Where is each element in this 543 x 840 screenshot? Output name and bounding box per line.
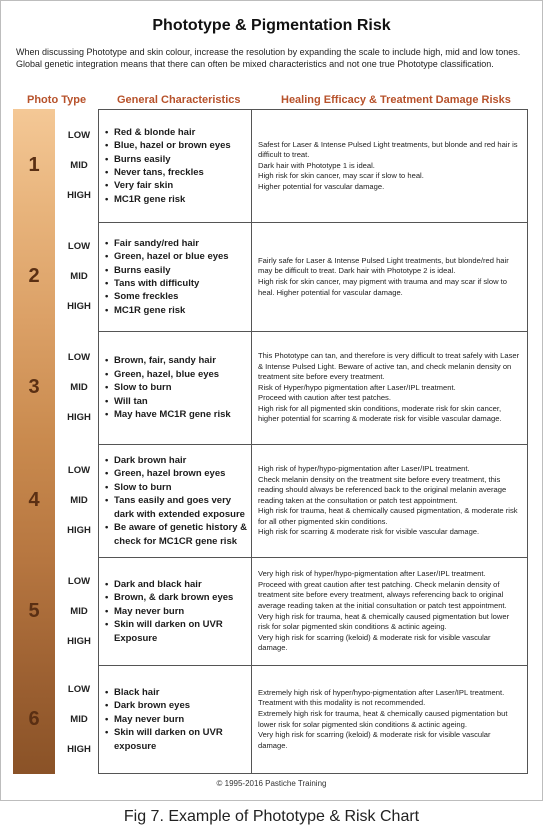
characteristic-item: • Brown, fair, sandy hair — [105, 354, 231, 367]
header-general-characteristics: General Characteristics — [117, 94, 241, 106]
characteristic-item: • Dark and black hair — [105, 578, 251, 591]
page-title: Phototype & Pigmentation Risk — [152, 17, 391, 34]
characteristic-item: • Burns easily — [105, 153, 231, 166]
risk-cell — [252, 558, 527, 665]
tone-level-mid: MID — [70, 160, 88, 171]
characteristic-item: • Green, hazel or blue eyes — [105, 250, 229, 263]
risk-text: Proceed with great caution after test patching. Check melanin density of treatment site before every treatment, always referencing back to original average reading taken at the initial consultation or patch test appointment. — [258, 579, 507, 610]
tone-level-high: HIGH — [67, 301, 91, 312]
risk-text: Proceed with caution after test patches. — [258, 393, 391, 403]
tone-level-high: HIGH — [67, 412, 91, 423]
phototype-row — [98, 222, 528, 332]
characteristic-item: • Dark brown eyes — [105, 699, 251, 712]
phototype-table — [98, 109, 528, 774]
tone-level-high: HIGH — [67, 743, 91, 755]
phototype-row — [98, 665, 528, 774]
characteristic-item: • Red & blonde hair — [105, 126, 231, 139]
tone-level-mid: MID — [70, 605, 88, 617]
intro-paragraph: When discussing Phototype and skin colour, increase the resolution by expanding the scale to include high, mid and low tones. Global genetic integration means that there can often be mixed characteristics and not one true Phototype classification. — [16, 47, 521, 69]
risk-text: High risk for scarring & moderate risk for visible vascular damage. — [258, 527, 480, 537]
characteristic-item: • Some freckles — [105, 290, 229, 303]
tone-level-mid: MID — [70, 713, 88, 725]
risk-text: High risk for trauma, heat & chemically caused pigmentation, & moderate risk for all other pigmented skin conditions. — [258, 506, 518, 526]
tone-level-mid: MID — [70, 495, 88, 506]
risk-text: This Phototype can tan, and therefore is very difficult to treat safely with Laser & Intense Pulsed Light. Beware of active tan, and check melanin density on treatment site before every treatment. — [258, 350, 520, 382]
risk-text: High risk for skin cancer, may scar if slow to heal. — [258, 171, 424, 181]
characteristics-cell — [99, 445, 252, 557]
characteristic-item: • Blue, hazel or brown eyes — [105, 139, 231, 152]
characteristic-item: • Green, hazel brown eyes — [105, 467, 251, 480]
characteristic-item: • Never tans, freckles — [105, 166, 231, 179]
characteristic-item: • Skin will darken on UVR exposure — [105, 726, 251, 753]
risk-text: Dark hair with Phototype 1 is ideal. — [258, 160, 375, 170]
phototype-number: 3 — [28, 376, 40, 398]
tone-level-mid: MID — [70, 271, 88, 282]
risk-text: Very high risk for trauma, heat & chemically caused pigmentation but lower risk for solar pigmented skin conditions & actinic ageing. — [258, 611, 510, 632]
tone-level-high: HIGH — [67, 525, 91, 536]
phototype-number: 5 — [28, 599, 40, 622]
header-photo-type: Photo Type — [27, 94, 87, 106]
risk-cell — [252, 223, 527, 331]
risk-text: Risk of Hyper/hypo pigmentation after Laser/IPL treatment. — [258, 382, 456, 392]
characteristic-item: • Black hair — [105, 686, 251, 699]
characteristic-item: • MC1R gene risk — [105, 193, 231, 206]
phototype-row — [98, 109, 528, 223]
characteristic-item: • Slow to burn — [105, 481, 251, 494]
tone-level-low: LOW — [67, 683, 91, 695]
characteristic-item: • Dark brown hair — [105, 454, 251, 467]
tone-level-high: HIGH — [67, 190, 91, 201]
tone-level-mid: MID — [70, 382, 88, 393]
figure-caption: Fig 7. Example of Phototype & Risk Chart — [123, 808, 420, 825]
characteristic-item: • Burns easily — [105, 264, 229, 277]
skin-tone-scale — [13, 109, 55, 774]
header-healing-efficacy: Healing Efficacy & Treatment Damage Risks — [281, 94, 511, 106]
characteristic-item: • Will tan — [105, 395, 231, 408]
characteristic-item: • Brown, & dark brown eyes — [105, 591, 251, 604]
phototype-row — [98, 444, 528, 558]
risk-cell — [252, 110, 527, 222]
risk-text: Very high risk of hyper/hypo-pigmentation after Laser/IPL treatment. — [258, 569, 486, 579]
characteristic-item: • Slow to burn — [105, 381, 231, 394]
tone-level-high: HIGH — [67, 635, 91, 647]
characteristics-cell — [99, 332, 252, 444]
phototype-row — [98, 557, 528, 666]
characteristic-item: • Tans with difficulty — [105, 277, 229, 290]
phototype-number: 4 — [28, 489, 40, 511]
tone-level-low: LOW — [67, 575, 91, 587]
characteristic-item: • Be aware of genetic history & check for MC1CR gene risk — [105, 521, 251, 548]
risk-text: Very high risk for scarring (keloid) & moderate risk for visible vascular damage. — [258, 730, 491, 750]
risk-text: High risk for skin cancer, may pigment with trauma and may scar if slow to heal. Higher potential for vascular damage. — [258, 277, 507, 297]
risk-cell — [252, 666, 527, 773]
characteristic-item: • Tans easily and goes very dark with extended exposure — [105, 494, 251, 521]
phototype-number: 1 — [28, 154, 40, 176]
characteristic-item: • Very fair skin — [105, 179, 231, 192]
characteristics-cell — [99, 666, 252, 773]
characteristic-item: • Skin will darken on UVR Exposure — [105, 618, 251, 645]
tone-level-low: LOW — [67, 352, 91, 363]
risk-text: High risk of hyper/hypo-pigmentation after Laser/IPL treatment. — [258, 463, 470, 473]
risk-cell — [252, 332, 527, 444]
risk-text: High risk for all pigmented skin conditions, moderate risk for skin cancer, higher potential for scarring & moderate risk for visible vascular damage. — [258, 403, 502, 424]
risk-text: Extremely high risk of hyper/hypo-pigmentation after Laser/IPL treatment. — [258, 687, 505, 697]
phototype-number: 6 — [28, 707, 40, 730]
characteristic-item: • Green, hazel, blue eyes — [105, 368, 231, 381]
risk-text: Safest for Laser & Intense Pulsed Light treatments, but blonde and red hair is difficult to treat. — [258, 139, 518, 160]
copyright: © 1995-2016 Pastiche Training — [216, 779, 327, 788]
risk-text: Higher potential for vascular damage. — [258, 181, 385, 191]
risk-cell — [252, 445, 527, 557]
tone-level-low: LOW — [67, 241, 91, 252]
characteristics-cell — [99, 558, 252, 665]
phototype-number: 2 — [28, 265, 40, 287]
phototype-row — [98, 331, 528, 445]
characteristic-item: • May never burn — [105, 605, 251, 618]
characteristics-cell — [99, 223, 252, 331]
tone-level-low: LOW — [67, 465, 91, 476]
characteristic-item: • MC1R gene risk — [105, 304, 229, 317]
characteristic-item: • Fair sandy/red hair — [105, 237, 229, 250]
risk-text: Extremely high risk for trauma, heat & chemically caused pigmentation but lower risk for solar pigmented skin conditions & actinic ageing. — [258, 708, 508, 729]
characteristic-item: • May never burn — [105, 713, 251, 726]
risk-text: Treatment with this modality is not recommended. — [258, 698, 426, 708]
risk-text: Fairly safe for Laser & Intense Pulsed Light treatments, but blonde/red hair may be difficult to treat. Dark hair with Phototype 2 is ideal. — [258, 255, 509, 276]
risk-text: Check melanin density on the treatment site before every treatment, this reading should always be referenced back to the original melanin average reading taken at the consultation or patch test appointment. — [258, 474, 507, 505]
risk-text: Very high risk for scarring (keloid) & moderate risk for visible vascular damage. — [258, 632, 491, 653]
characteristic-item: • May have MC1R gene risk — [105, 408, 231, 421]
tone-level-low: LOW — [67, 130, 91, 141]
characteristics-cell — [99, 110, 252, 222]
